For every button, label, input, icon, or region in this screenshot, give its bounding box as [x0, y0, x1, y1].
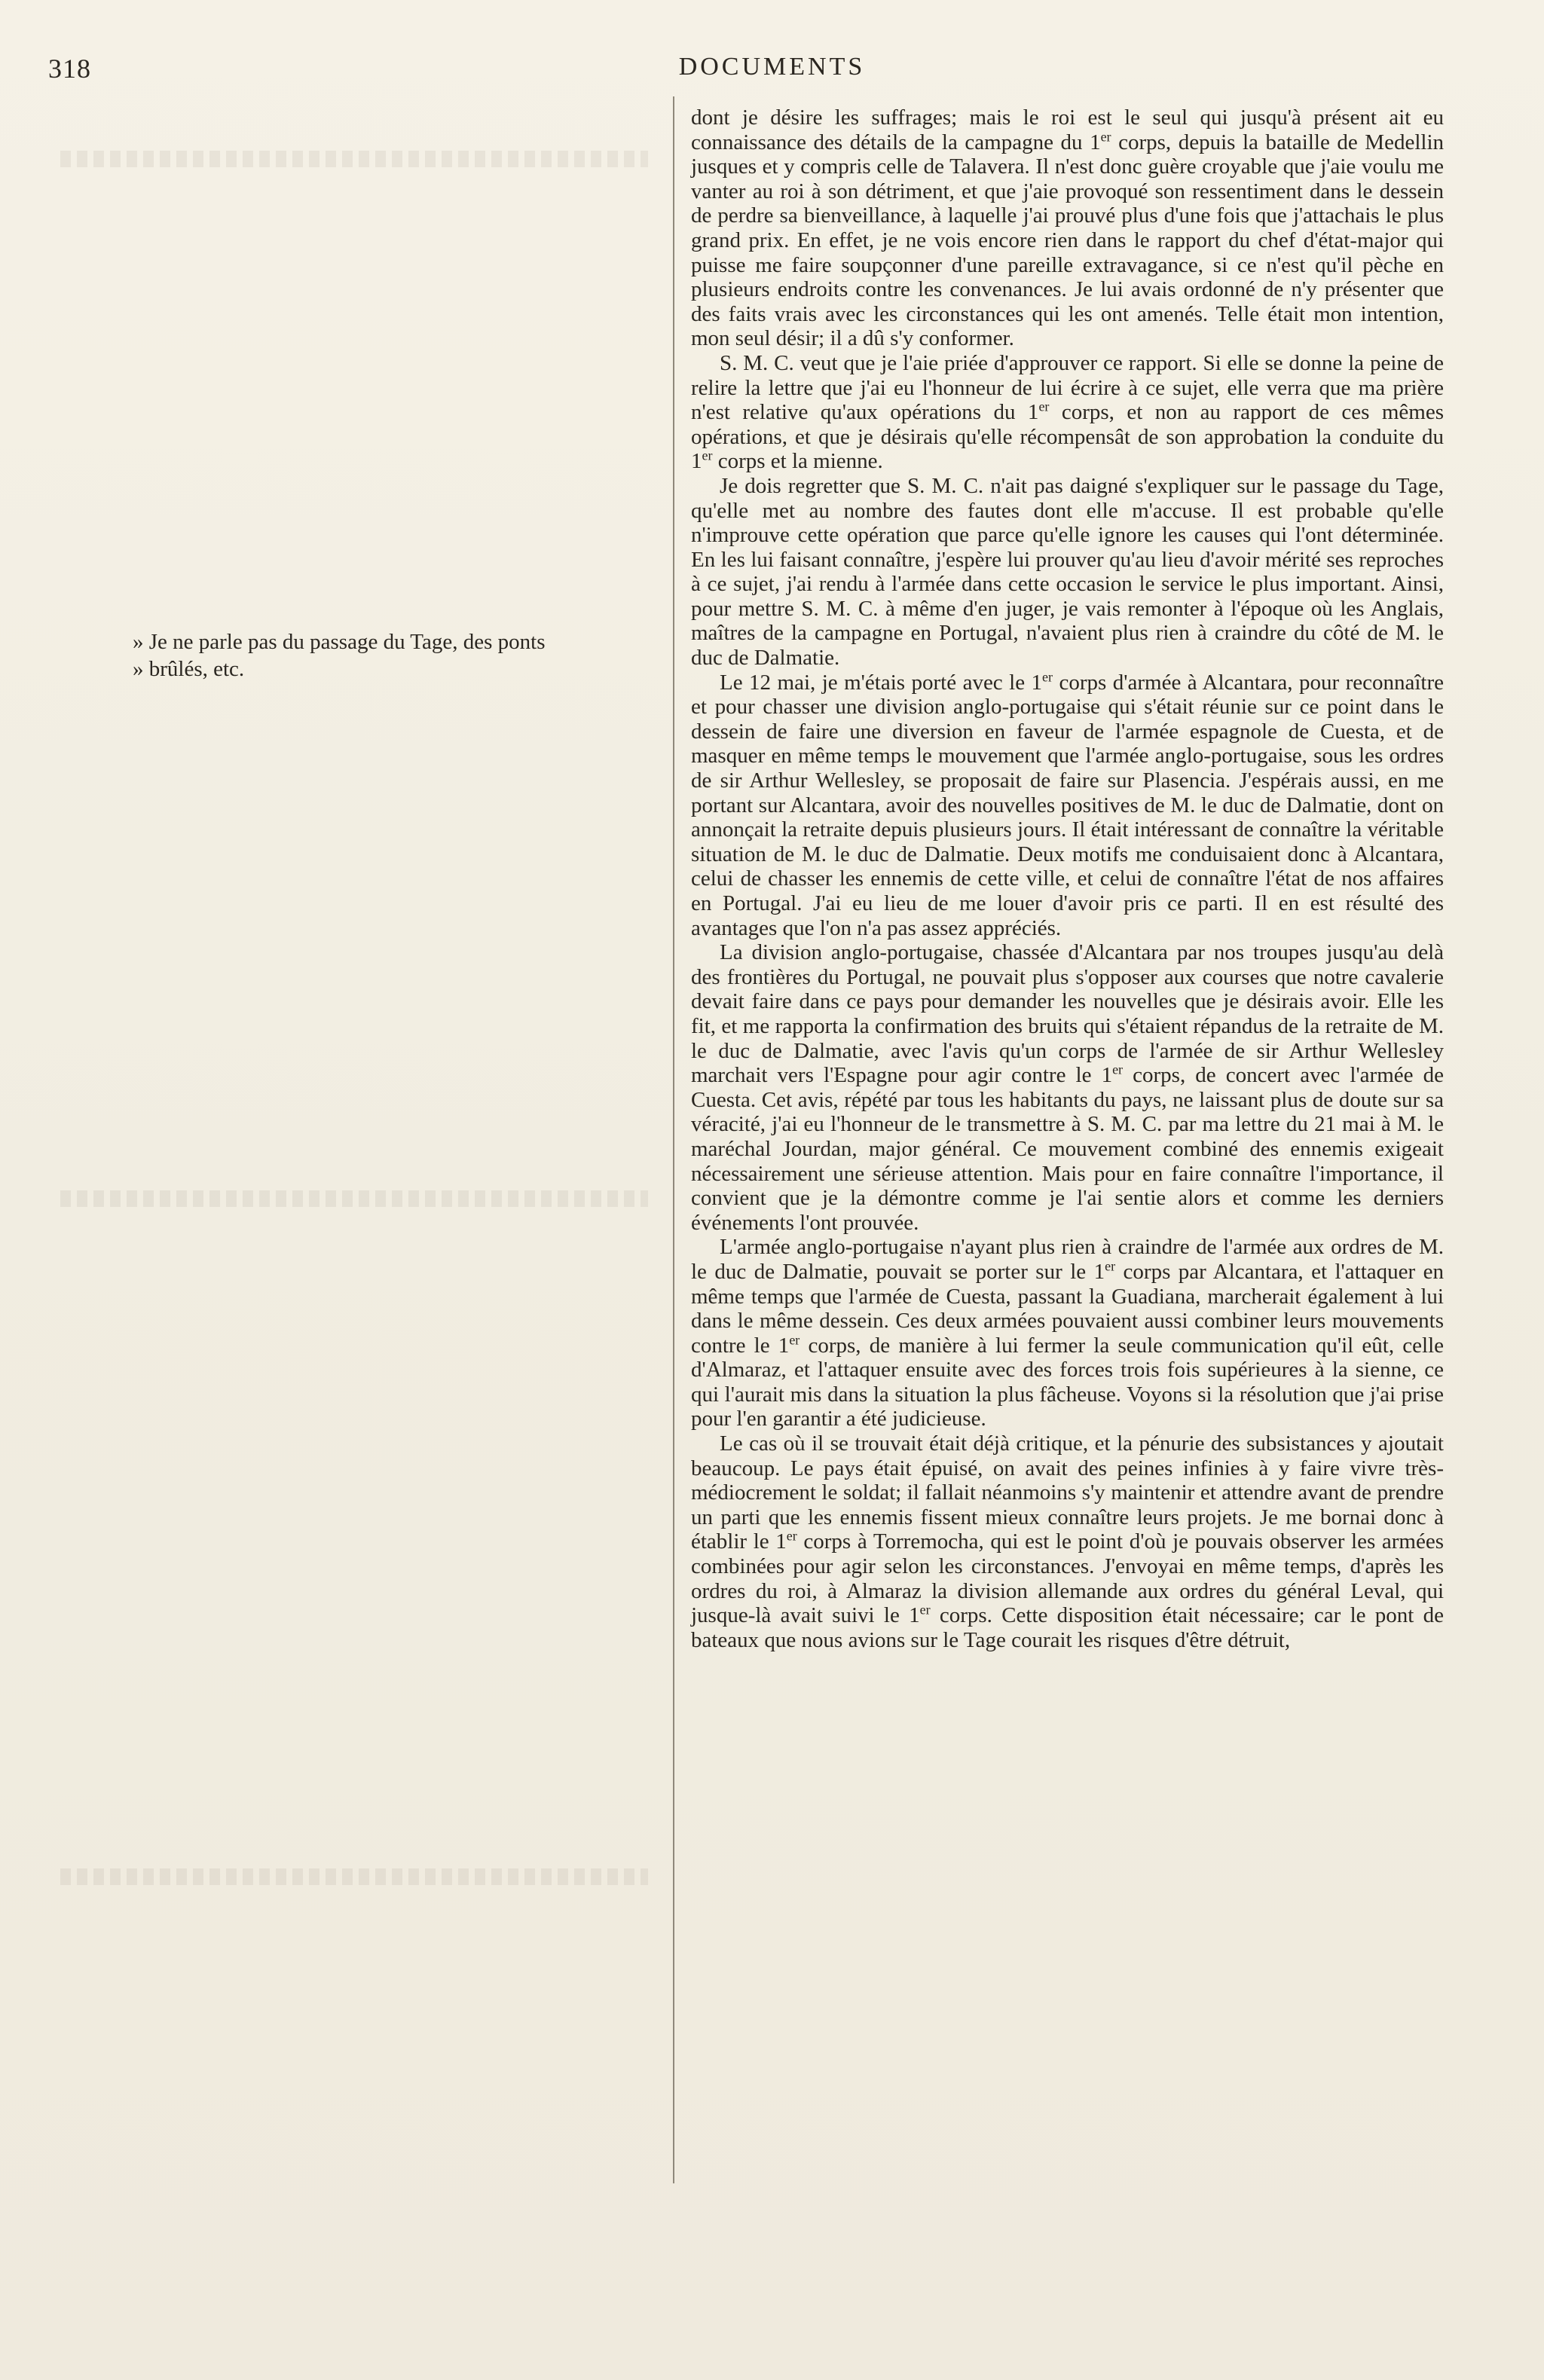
paragraph: Le cas où il se trouvait était déjà critique, et la pénurie des subsistances y ajoutait beaucoup. Le pays était épuisé, on avait des peines infinies à y faire vivre très-médiocrement le soldat; il fallait néanmoins s'y maintenir et attendre avant de prendre un parti que les ennemis fissent mieux connaître leurs projets. Je me bornai donc à établir le 1er corps à Torremocha, qui est le point d'où je pouvais observer les armées combinées pour agir selon les circonstances. J'envoyai en même temps, d'après les ordres du roi, à Almaraz la division allemande aux ordres du général Leval, qui jusque-là avait suivi le 1er corps. Cette disposition était nécessaire; car le pont de bateaux que nous avions sur le Tage courait les risques d'être détruit, [691, 1431, 1444, 1652]
paragraph: dont je désire les suffrages; mais le roi est le seul qui jusqu'à présent ait eu connaissance des détails de la campagne du 1er corps, depuis la bataille de Medellin jusques et y compris celle de Talavera. Il n'est donc guère croyable que j'aie voulu me vanter au roi à son détriment, et que j'aie provoqué son ressentiment dans le dessein de perdre sa bienveillance, à laquelle j'ai prouvé plus d'une fois que j'attachais le plus grand prix. En effet, je ne vois encore rien dans le rapport du chef d'état-major qui puisse me faire soupçonner d'une pareille extravagance, si ce n'est qu'il pèche en plusieurs endroits contre les convenances. Je lui avais ordonné de n'y présenter que des faits vrais avec les circonstances qui les ont amenés. Telle était mon intention, mon seul désir; il a dû s'y conformer. [691, 105, 1445, 351]
margin-quote-line: » brûlés, etc. [133, 657, 245, 681]
main-text-column [691, 105, 1444, 1652]
column-divider [673, 96, 674, 2183]
bleed-through-texture [60, 1868, 648, 1885]
bleed-through-texture [60, 1190, 648, 1207]
paragraph: Le 12 mai, je m'étais porté avec le 1er corps d'armée à Alcantara, pour reconnaître et pour chasser une division anglo-portugaise qui s'était réunie sur ce point dans le dessein de faire une diversion en faveur de l'armée espagnole de Cuesta, et de masquer en même temps le mouvement que l'armée anglo-portugaise, sous les ordres de sir Arthur Wellesley, se proposait de faire sur Plasencia. J'espérais aussi, en me portant sur Alcantara, avoir des nouvelles positives de M. le duc de Dalmatie, dont on annonçait la retraite depuis plusieurs jours. Il était intéressant de connaître la véritable situation de M. le duc de Dalmatie. Deux motifs me conduisaient donc à Alcantara, celui de chasser les ennemis de cette ville, et celui de connaître l'état de nos affaires en Portugal. J'ai eu lieu de me louer d'avoir pris ce parti. Il en est résulté des avantages que l'on n'a pas assez appréciés. [691, 669, 1444, 940]
paragraph: La division anglo-portugaise, chassée d'Alcantara par nos troupes jusqu'au delà des frontières du Portugal, ne pouvait plus s'opposer aux courses que notre cavalerie devait faire dans ce pays pour demander les nouvelles que je désirais avoir. Elle les fit, et me rapporta la confirmation des bruits qui s'étaient répandus de la retraite de M. le duc de Dalmatie, avec l'avis qu'un corps de l'armée de sir Arthur Wellesley marchait vers l'Espagne pour agir contre le 1er corps, de concert avec l'armée de Cuesta. Cet avis, répété par tous les habitants du pays, ne laissant plus de doute sur sa véracité, j'ai eu l'honneur de le transmettre à S. M. C. par ma lettre du 21 mai à M. le maréchal Jourdan, major général. Ce mouvement combiné des ennemis exigeait nécessairement une sérieuse attention. Mais pour en faire connaître l'importance, il convient que je la démontre comme je l'ai sentie alors et comme les derniers événements l'ont prouvée. [691, 940, 1444, 1235]
margin-quote [133, 628, 660, 683]
page-number: 318 [48, 53, 91, 84]
paragraph: L'armée anglo-portugaise n'ayant plus rien à craindre de l'armée aux ordres de M. le duc de Dalmatie, pouvait se porter sur le 1er corps par Alcantara, et l'attaquer en même temps que l'armée de Cuesta, passant la Guadiana, marcherait également à lui dans le même dessein. Ces deux armées pouvaient aussi combiner leurs mouvements contre le 1er corps, de manière à lui fermer la seule communication qu'il eût, celle d'Almaraz, et l'attaquer ensuite avec des forces trois fois supérieures à la sienne, ce qui l'aurait mis dans la situation la plus fâcheuse. Voyons si la résolution que j'ai prise pour l'en garantir a été judicieuse. [691, 1235, 1445, 1431]
running-title: DOCUMENTS [678, 53, 866, 81]
margin-quote-line: » Je ne parle pas du passage du Tage, des ponts [133, 630, 546, 654]
paragraph: S. M. C. veut que je l'aie priée d'approuver ce rapport. Si elle se donne la peine de relire la lettre que j'ai eu l'honneur de lui écrire à ce sujet, elle verra que ma prière n'est relative qu'aux opérations du 1er corps, et non au rapport de ces mêmes opérations, et que je désirais qu'elle récompensât de son approbation la conduite du 1er corps et la mienne. [691, 350, 1444, 474]
paragraph: Je dois regretter que S. M. C. n'ait pas daigné s'expliquer sur le passage du Tage, qu'elle met au nombre des fautes dont elle m'accuse. Il est probable qu'elle n'improuve cette opération que parce qu'elle ignore les causes qui l'ont déterminée. En les lui faisant connaître, j'espère lui prouver qu'au lieu d'avoir mérité ses reproches à ce sujet, j'ai rendu à l'armée dans cette occasion le service le plus important. Ainsi, pour mettre S. M. C. à même d'en juger, je vais remonter à l'époque où les Anglais, maîtres de la campagne en Portugal, n'avaient plus rien à craindre du côté de M. le duc de Dalmatie. [691, 473, 1444, 671]
bleed-through-texture [60, 151, 648, 167]
